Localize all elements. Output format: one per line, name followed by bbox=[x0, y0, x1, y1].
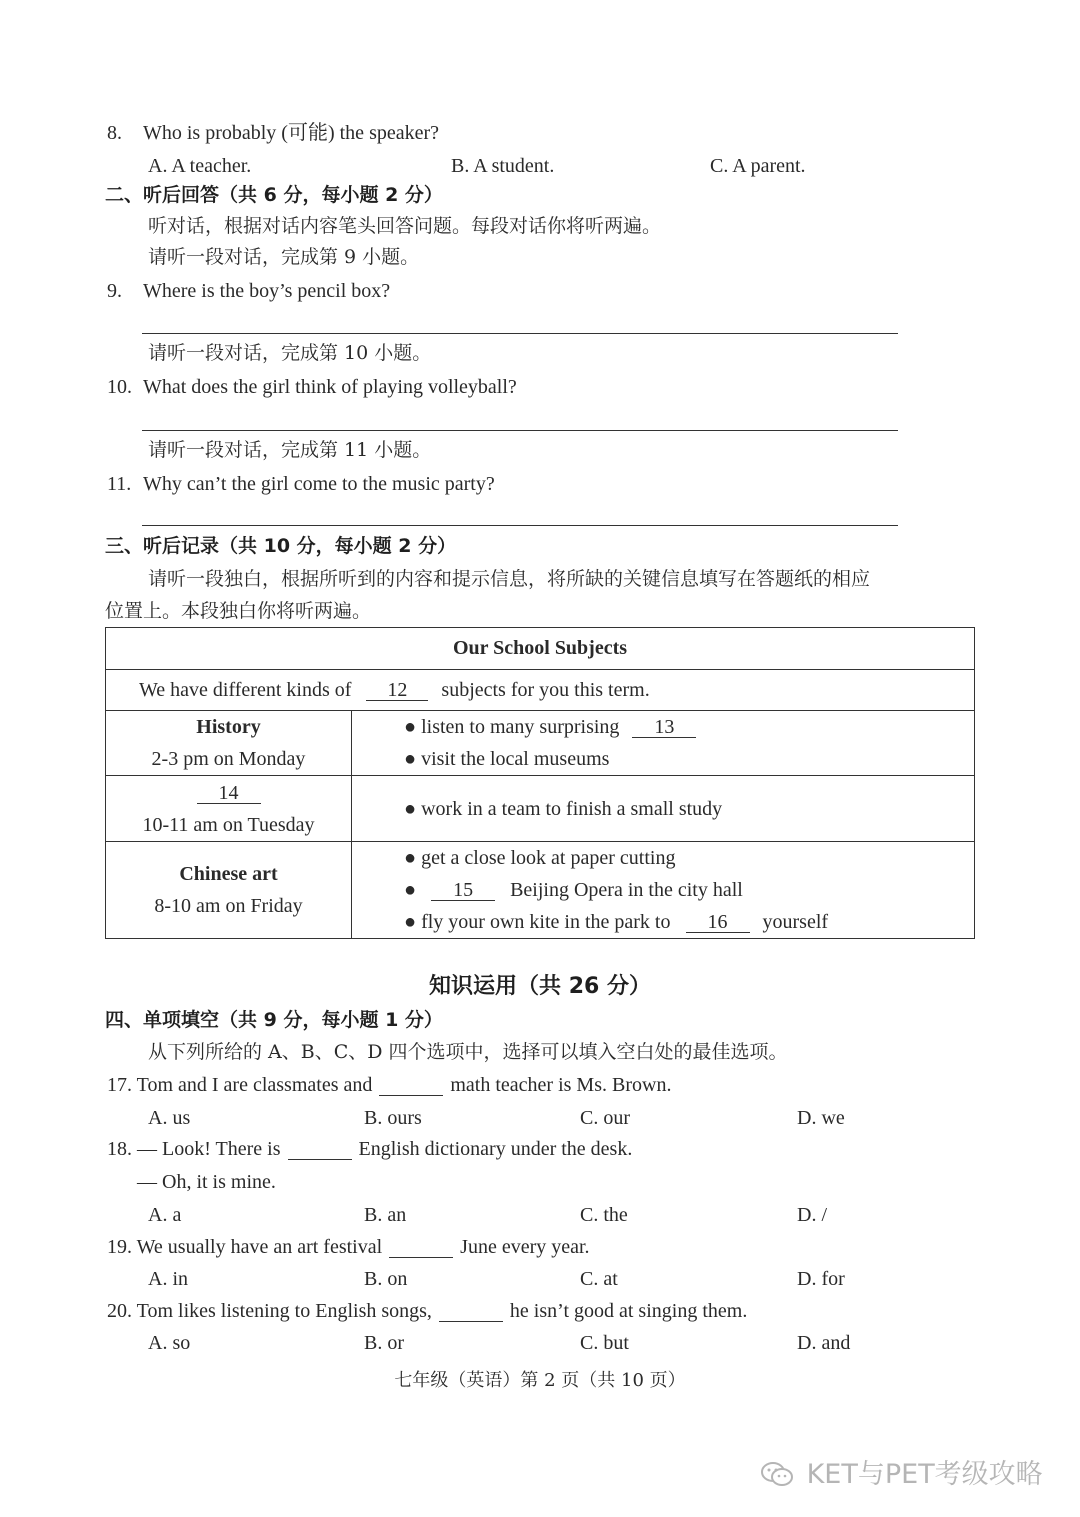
bullet-mark: ● bbox=[404, 847, 417, 869]
q8-text: Who is probably (可能) the speaker? bbox=[143, 122, 440, 144]
history-bullet-1 bbox=[352, 711, 974, 743]
q20-option-b: B. or bbox=[364, 1332, 404, 1354]
subject-14-cell bbox=[106, 776, 352, 842]
chinese-art-activity-2: Beijing Opera in the city hall bbox=[510, 879, 743, 901]
q19-blank[interactable] bbox=[389, 1237, 453, 1258]
bullet-mark: ● bbox=[404, 879, 417, 901]
q18-stem bbox=[107, 1139, 632, 1160]
q10-answer-line[interactable] bbox=[142, 430, 898, 431]
q11-text: Why can’t the girl come to the music party? bbox=[143, 473, 495, 495]
q20-blank[interactable] bbox=[439, 1301, 503, 1322]
q9-answer-line[interactable] bbox=[142, 333, 898, 334]
bullet-mark: ● bbox=[404, 911, 417, 933]
q17-stem-before: 17. Tom and I are classmates and bbox=[107, 1074, 373, 1096]
q10-prompt: 请听一段对话，完成第 10 小题。 bbox=[148, 342, 432, 364]
chinese-art-activity-3-end: yourself bbox=[762, 911, 829, 933]
table-intro-row bbox=[106, 670, 975, 711]
chinese-art-activities bbox=[352, 842, 975, 939]
table-title: Our School Subjects bbox=[106, 628, 975, 670]
q19-stem bbox=[107, 1237, 590, 1258]
wechat-icon bbox=[760, 1461, 794, 1487]
q19-stem-before: 19. We usually have an art festival bbox=[107, 1236, 383, 1258]
chinese-art-activity-3: fly your own kite in the park to bbox=[421, 911, 671, 933]
watermark-text: KET与PET考级攻略 bbox=[806, 1459, 1043, 1490]
blank-13[interactable]: 13 bbox=[632, 717, 696, 738]
q19-option-c: C. at bbox=[580, 1268, 618, 1290]
q17-option-b: B. ours bbox=[364, 1107, 422, 1129]
chinese-art-time: 8-10 am on Friday bbox=[154, 895, 303, 917]
q17-option-d: D. we bbox=[797, 1107, 845, 1129]
q18-option-d: D. / bbox=[797, 1204, 827, 1226]
q19-option-b: B. on bbox=[364, 1268, 408, 1290]
q11-prompt: 请听一段对话，完成第 11 小题。 bbox=[148, 439, 432, 461]
q20-stem-before: 20. Tom likes listening to English songs, bbox=[107, 1300, 432, 1322]
q20-option-a: A. so bbox=[148, 1332, 191, 1354]
section2-title: 二、听后回答（共 6 分，每小题 2 分） bbox=[105, 184, 443, 206]
q10-text: What does the girl think of playing volleyball? bbox=[143, 376, 517, 398]
bullet-mark: ● bbox=[404, 748, 417, 770]
q10-number: 10. bbox=[107, 376, 132, 398]
q9-number: 9. bbox=[107, 280, 122, 302]
blank-16[interactable]: 16 bbox=[686, 912, 750, 933]
history-activity-1: listen to many surprising bbox=[421, 716, 620, 738]
q9-text: Where is the boy’s pencil box? bbox=[143, 280, 391, 302]
watermark bbox=[760, 1452, 1043, 1491]
subject-14-activity-1: work in a team to finish a small study bbox=[421, 797, 723, 820]
section4-title: 四、单项填空（共 9 分，每小题 1 分） bbox=[105, 1009, 443, 1031]
q19-option-a: A. in bbox=[148, 1268, 188, 1290]
chinese-art-bullet-1 bbox=[352, 842, 974, 874]
blank-15[interactable]: 15 bbox=[431, 880, 495, 901]
table-intro-after: subjects for you this term. bbox=[441, 678, 650, 701]
q17-option-c: C. our bbox=[580, 1107, 630, 1129]
subject-14-time: 10-11 am on Tuesday bbox=[142, 813, 315, 836]
chinese-art-subject: Chinese art bbox=[179, 863, 278, 885]
subject-14-bullet-1 bbox=[352, 793, 974, 825]
q18-stem-after: English dictionary under the desk. bbox=[358, 1138, 633, 1160]
q19-stem-after: June every year. bbox=[460, 1236, 590, 1258]
history-activity-2: visit the local museums bbox=[421, 748, 610, 770]
table-intro-before: We have different kinds of bbox=[139, 678, 352, 701]
chinese-art-bullet-3 bbox=[352, 906, 974, 938]
q20-stem-after: he isn’t good at singing them. bbox=[509, 1300, 748, 1322]
q18-stem-before: 18. — Look! There is bbox=[107, 1138, 281, 1160]
q11-answer-line[interactable] bbox=[142, 525, 898, 526]
part-title: 知识运用（共 26 分） bbox=[429, 974, 651, 999]
bullet-mark: ● bbox=[404, 797, 417, 820]
q20-stem bbox=[107, 1301, 747, 1322]
q8-option-a: A. A teacher. bbox=[148, 155, 252, 177]
q8-number: 8. bbox=[107, 122, 122, 144]
chinese-art-activity-1: get a close look at paper cutting bbox=[421, 847, 676, 869]
history-cell bbox=[106, 711, 352, 776]
q18-option-c: C. the bbox=[580, 1204, 628, 1226]
bullet-mark: ● bbox=[404, 716, 417, 738]
q8-option-b: B. A student. bbox=[451, 155, 555, 177]
section2-instruction: 听对话，根据对话内容笔头回答问题。每段对话你将听两遍。 bbox=[148, 215, 662, 237]
q18-option-b: B. an bbox=[364, 1204, 407, 1226]
q8-option-c: C. A parent. bbox=[710, 155, 806, 177]
q17-stem-after: math teacher is Ms. Brown. bbox=[450, 1074, 672, 1096]
section4-instruction: 从下列所给的 A、B、C、D 四个选项中，选择可以填入空白处的最佳选项。 bbox=[148, 1041, 788, 1063]
q18-blank[interactable] bbox=[288, 1139, 352, 1160]
chinese-art-bullet-2 bbox=[352, 874, 974, 906]
q11-number: 11. bbox=[107, 473, 132, 495]
blank-14[interactable]: 14 bbox=[197, 783, 261, 804]
section3-instruction-line1: 请听一段独白，根据所听到的内容和提示信息，将所缺的关键信息填写在答题纸的相应 bbox=[148, 568, 871, 590]
q17-blank[interactable] bbox=[379, 1075, 443, 1096]
q17-option-a: A. us bbox=[148, 1107, 191, 1129]
history-time: 2-3 pm on Monday bbox=[151, 748, 306, 770]
chinese-art-cell bbox=[106, 842, 352, 939]
history-bullet-2 bbox=[352, 743, 974, 775]
q9-prompt: 请听一段对话，完成第 9 小题。 bbox=[148, 246, 420, 268]
q18-reply: — Oh, it is mine. bbox=[137, 1171, 276, 1193]
q18-option-a: A. a bbox=[148, 1204, 182, 1226]
blank-12[interactable]: 12 bbox=[366, 680, 428, 701]
q17-stem bbox=[107, 1075, 671, 1096]
q20-option-d: D. and bbox=[797, 1332, 851, 1354]
q20-option-c: C. but bbox=[580, 1332, 629, 1354]
history-activities bbox=[352, 711, 975, 776]
history-subject: History bbox=[196, 716, 261, 738]
section3-title: 三、听后记录（共 10 分，每小题 2 分） bbox=[105, 535, 457, 557]
section3-instruction-line2: 位置上。本段独白你将听两遍。 bbox=[105, 600, 372, 622]
subject-14-activities bbox=[352, 776, 975, 842]
subjects-table bbox=[105, 627, 975, 939]
q19-option-d: D. for bbox=[797, 1268, 845, 1290]
page-footer: 七年级（英语）第 2 页（共 10 页） bbox=[394, 1370, 686, 1391]
